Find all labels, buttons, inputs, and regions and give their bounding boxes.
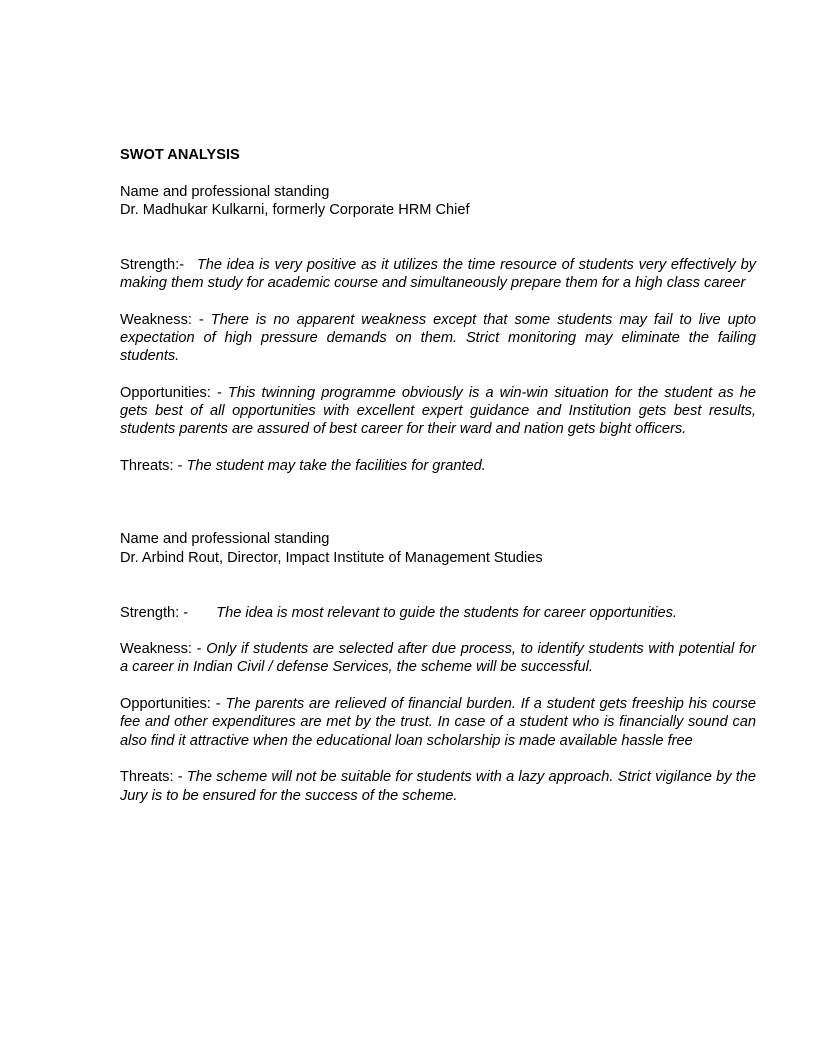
weakness-paragraph [120,640,756,677]
opportunities-paragraph [120,695,756,750]
opportunities-paragraph [120,384,756,439]
name-heading: Name and professional standing [120,183,330,200]
strength-paragraph [120,604,756,622]
reviewer-name: Dr. Arbind Rout, Director, Impact Institute of Management Studies [120,549,543,566]
reviewer-name: Dr. Madhukar Kulkarni, formerly Corporate HRM Chief [120,201,470,218]
review-1 [120,183,756,476]
weakness-label: Weakness: - [120,641,202,658]
strength-label: Strength: - [120,604,189,621]
weakness-text: There is no apparent weakness except that some students may fail to live upto expectation of high pressure demands on them. Strict monitoring may eliminate the failing students. [120,311,756,365]
threats-text: The scheme will not be suitable for students with a lazy approach. Strict vigilance by the Jury is to be ensured for the success of the scheme. [120,769,756,804]
threats-label: Threats: - [120,458,183,475]
threats-paragraph [120,457,756,475]
weakness-label: Weakness: - [120,311,204,328]
strength-text: The idea is most relevant to guide the students for career opportunities. [216,604,677,621]
strength-label: Strength:- [120,256,185,273]
opportunities-label: Opportunities: - [120,384,222,401]
strength-paragraph [120,256,756,293]
threats-text: The student may take the facilities for granted. [186,458,486,475]
document-page [120,146,756,805]
opportunities-text: The parents are relieved of financial burden. If a student gets freeship his course fee and other expenditures are met by the trust. In case of a student who is financially sound can also find it attractive when the educational loan scholarship is made available hassle free [120,696,756,749]
strength-text: The idea is very positive as it utilizes the time resource of students very effectively by making them study for academic course and simultaneously prepare them for a high class career [120,256,756,292]
review-2 [120,530,756,804]
opportunities-label: Opportunities: - [120,696,221,713]
weakness-text: Only if students are selected after due process, to identify students with potential for a career in Indian Civil / defense Services, the scheme will be successful. [120,641,757,676]
document-title: SWOT ANALYSIS [120,147,240,163]
threats-paragraph [120,768,756,805]
opportunities-text: This twinning programme obviously is a win-win situation for the student as he gets best of all opportunities with excellent expert guidance and Institution gets best results, students parents are assured of best career for their ward and nation gets bight officers. [120,384,756,438]
threats-label: Threats: - [120,769,183,786]
weakness-paragraph [120,311,756,366]
name-heading: Name and professional standing [120,531,330,548]
